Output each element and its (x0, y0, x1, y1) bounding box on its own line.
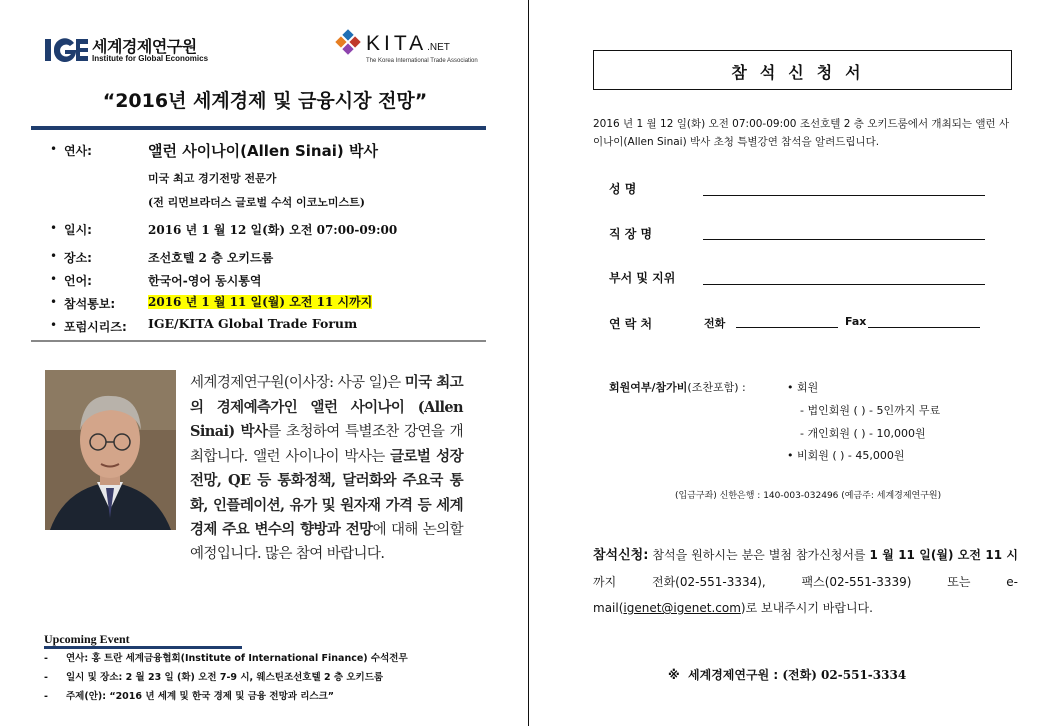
upcoming-event-title: Upcoming Event (44, 632, 130, 646)
kita-logo-name: KITA.NET (366, 32, 450, 55)
upcoming-item-date: - 일시 및 장소: 2 월 23 일 (화) 오전 7-9 시, 웨스틴조선호텔 2 층 오키드룸 (44, 672, 384, 683)
phone-label: 전화 (704, 317, 726, 330)
name-field[interactable] (703, 195, 985, 196)
speaker-former-title: (전 리먼브라더스 글로벌 수석 이코노미스트) (148, 196, 365, 209)
non-member-option[interactable]: • 비회원 ( ) - 45,000원 (787, 449, 905, 462)
company-label: 직 장 명 (609, 227, 653, 241)
member-option: • 회원 (787, 381, 819, 394)
info-divider (31, 340, 486, 342)
forum-series-value: IGE/KITA Global Trade Forum (148, 316, 358, 331)
membership-label: 회원여부/참가비(조찬포함) : (609, 381, 746, 394)
contact-label: 연 락 처 (609, 317, 653, 331)
contact-info: ※ 세계경제연구원 : (전화) 02-551-3334 (668, 668, 907, 682)
intro-paragraph: 세계경제연구원(이사장: 사공 일)은 미국 최고의 경제예측가인 앨런 사이나이 (Allen Sinai) 박사를 초청하여 특별조찬 강연을 개최합니다. 앨런 사이나이 박사는 글로벌 성장 전망, QE 등 통화정책, 달러화와 주요국 통화, 인플레이션, 유가 및 원자재 가격 등 세계경제 주요 변수의 향방과 전망에 대해 논의할 예정입니다. 많은 참여 바랍니다. (190, 374, 464, 562)
phone-field[interactable] (736, 327, 838, 328)
company-field[interactable] (703, 239, 985, 240)
event-title: “2016년 세계경제 및 금융시장 전망” (102, 90, 428, 112)
form-title: 참석신청서 (731, 63, 874, 82)
corporate-member-option[interactable]: - 법인회원 ( ) - 5인까지 무료 (800, 404, 941, 417)
upcoming-item-topic: - 주제(안): “2016 년 세계 및 한국 경제 및 금융 전망과 리스크” (44, 691, 335, 702)
kita-logo-subtitle: The Korea International Trade Association (366, 58, 478, 64)
bank-account-info: (입금구좌) 신한은행 : 140-003-032496 (예금주: 세계경제연구원) (675, 491, 942, 501)
speaker-name: 앨런 사이나이(Allen Sinai) 박사 (148, 142, 378, 160)
ige-logo-icon (45, 35, 89, 65)
upcoming-item-speaker: - 연사: 홍 트란 세계금융협회(Institute of International Finance) 수석전무 (44, 653, 408, 664)
name-label: 성 명 (609, 182, 637, 196)
individual-member-option[interactable]: - 개인회원 ( ) - 10,000원 (800, 427, 926, 440)
upcoming-divider (44, 646, 242, 649)
kita-logo-icon (333, 27, 363, 57)
page-divider (528, 0, 529, 726)
dept-field[interactable] (703, 284, 985, 285)
rsvp-deadline: 2016 년 1 월 11 일(월) 오전 11 시까지 (148, 295, 373, 309)
ige-logo-name: 세계경제연구원 (92, 37, 197, 56)
speaker-photo (45, 370, 176, 530)
speaker-title: 미국 최고 경기전망 전문가 (148, 172, 277, 185)
ige-logo-subtitle: Institute for Global Economics (92, 54, 209, 63)
language-value: 한국어-영어 동시통역 (148, 274, 262, 288)
apply-instructions: 참석신청: 참석을 원하시는 분은 별첨 참가신청서를 1 월 11 일(월) 오전 11 시까지 전화(02-551-3334), 팩스(02-551-3339) 또는 e-mail(igenet@igenet.com)로 보내주시기 바랍니다. (593, 548, 1018, 615)
form-intro: 2016 년 1 월 12 일(화) 오전 07:00-09:00 조선호텔 2 층 오키드룸에서 개최되는 앨런 사이나이(Allen Sinai) 박사 초청 특별강연 참석을 알려드립니다. (593, 118, 1010, 148)
venue-value: 조선호텔 2 층 오키드룸 (148, 251, 274, 265)
fax-field[interactable] (868, 327, 980, 328)
email-link[interactable]: igenet@igenet.com (623, 601, 741, 615)
fax-label: Fax (845, 315, 867, 328)
title-divider (31, 126, 486, 130)
date-value: 2016 년 1 월 12 일(화) 오전 07:00-09:00 (148, 223, 398, 237)
dept-label: 부서 및 지위 (609, 271, 676, 285)
